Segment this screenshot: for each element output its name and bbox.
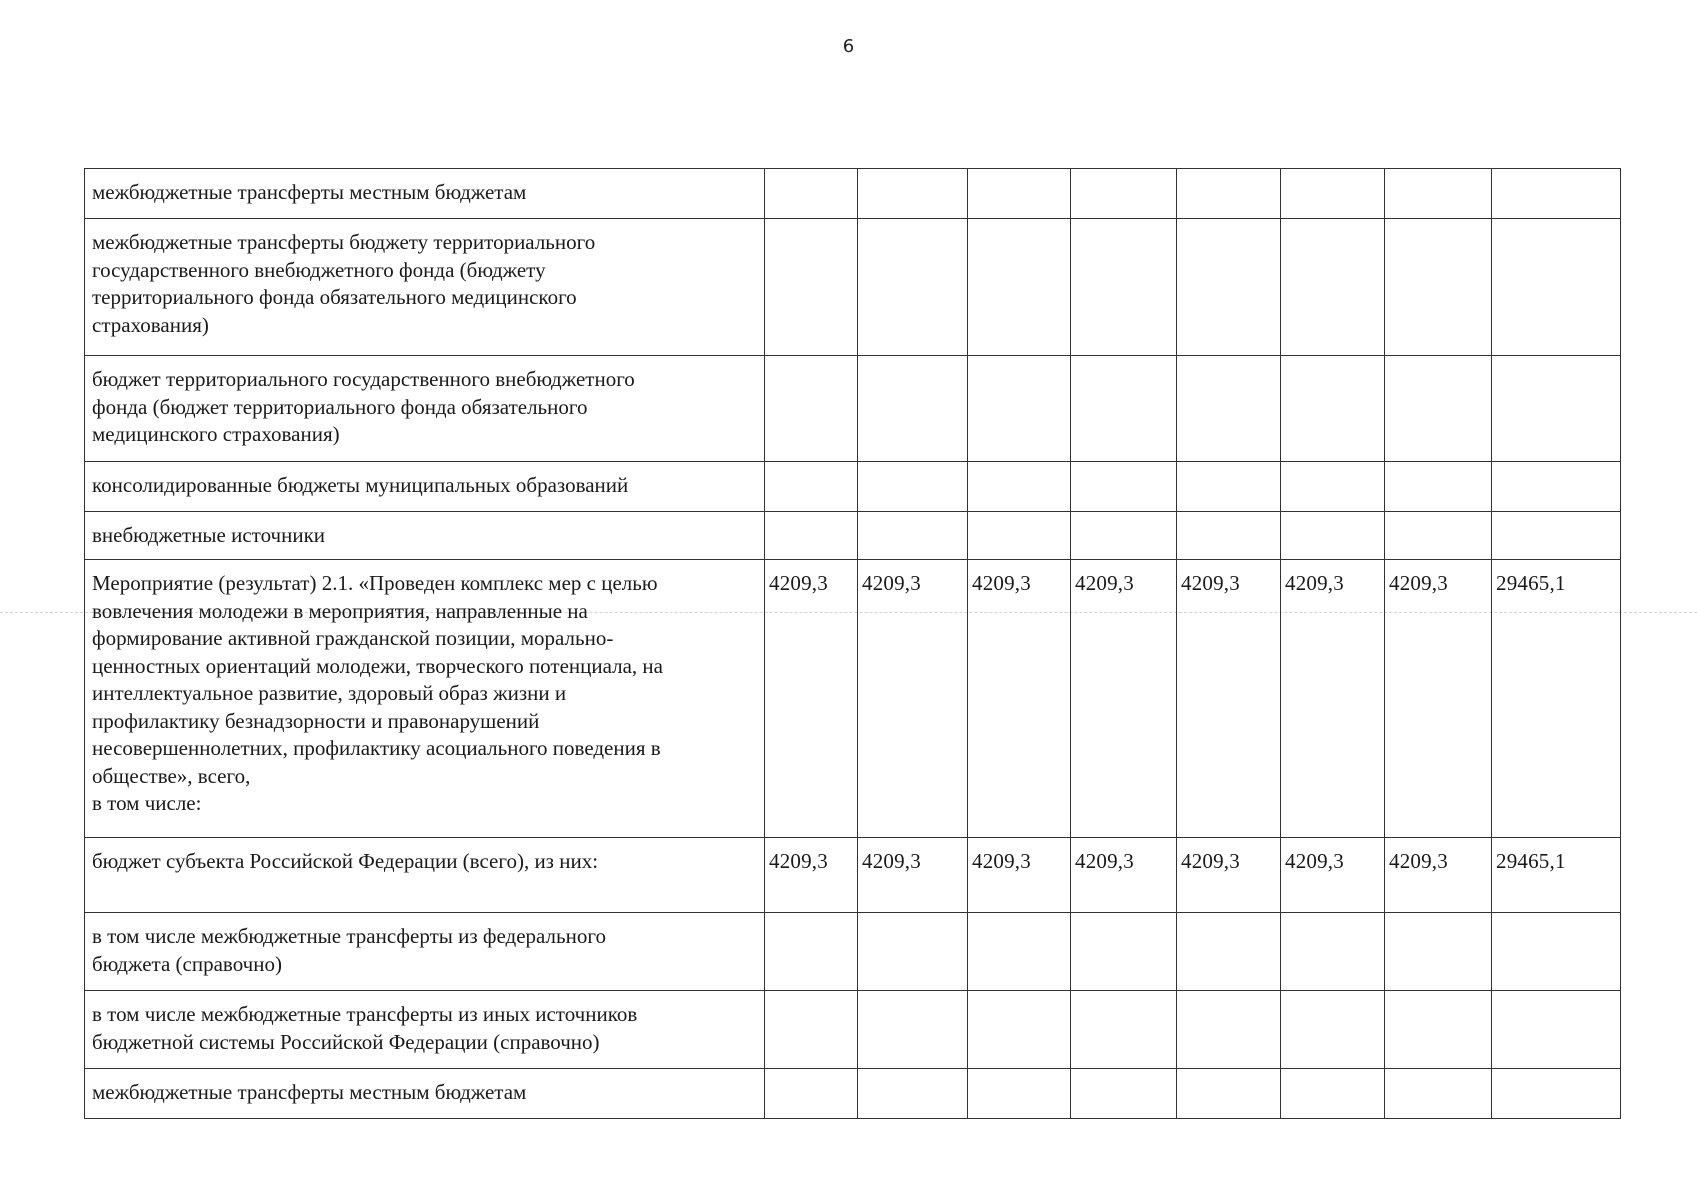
- total-value-cell: 29465,1: [1492, 560, 1621, 838]
- total-value-cell: [1492, 512, 1621, 560]
- value-cell: [1385, 462, 1492, 512]
- value-cell: [765, 512, 858, 560]
- value-cell: [1071, 1069, 1177, 1119]
- row-label: в том числе межбюджетные трансферты из иных источников бюджетной системы Российской Федерации (справочно): [92, 1002, 638, 1054]
- row-label-cell: [85, 1069, 765, 1119]
- table-row: [85, 560, 1621, 838]
- value-cell: [1177, 512, 1281, 560]
- value-cell: [1071, 913, 1177, 991]
- row-label: консолидированные бюджеты муниципальных образований: [92, 473, 629, 497]
- row-label-cell: [85, 169, 765, 219]
- value-cell: [858, 356, 968, 462]
- value-cell: 4209,3: [968, 560, 1071, 838]
- value-cell: 4209,3: [765, 838, 858, 913]
- value-cell: [1071, 462, 1177, 512]
- value-cell: [1281, 913, 1385, 991]
- value-cell: [1385, 1069, 1492, 1119]
- value-cell: [968, 1069, 1071, 1119]
- value-cell: [858, 512, 968, 560]
- value-cell: [858, 913, 968, 991]
- table-row: [85, 1069, 1621, 1119]
- value-cell: [858, 462, 968, 512]
- row-label-cell: [85, 913, 765, 991]
- value-cell: 4209,3: [1385, 560, 1492, 838]
- row-label: внебюджетные источники: [92, 523, 326, 547]
- row-label-cell: [85, 560, 765, 838]
- total-value-cell: [1492, 991, 1621, 1069]
- table-row: [85, 462, 1621, 512]
- value-cell: [1281, 991, 1385, 1069]
- table-row: [85, 838, 1621, 913]
- table-row: [85, 169, 1621, 219]
- value-cell: 4209,3: [1281, 560, 1385, 838]
- row-label-cell: [85, 838, 765, 913]
- value-cell: 4209,3: [1071, 838, 1177, 913]
- value-cell: [1071, 169, 1177, 219]
- row-label: Мероприятие (результат) 2.1. «Проведен комплекс мер с целью вовлечения молодежи в мероприятия, направленные на формирование активной гражданской позиции, морально- ценностных ориентаций молодежи, творческого потенциала, на интеллектуальное развитие, здоровый образ жизни и профилактику безнадзорности и правонарушений несовершеннолетних, профилактику асоциального поведения в обществе», всего, в том числе:: [92, 571, 663, 815]
- value-cell: [968, 219, 1071, 356]
- row-label: бюджет территориального государственного внебюджетного фонда (бюджет территориального фонда обязательного медицинского страхования): [92, 367, 635, 446]
- value-cell: [765, 219, 858, 356]
- total-value-cell: [1492, 356, 1621, 462]
- table-row: [85, 219, 1621, 356]
- row-label-cell: [85, 991, 765, 1069]
- value-cell: 4209,3: [858, 838, 968, 913]
- value-cell: [1385, 991, 1492, 1069]
- row-label-cell: [85, 356, 765, 462]
- value-cell: [1281, 356, 1385, 462]
- row-label-cell: [85, 512, 765, 560]
- value-cell: 4209,3: [1177, 838, 1281, 913]
- row-label: межбюджетные трансферты бюджету территориального государственного внебюджетного фонда (бюджету территориального фонда обязательного медицинского страхования): [92, 230, 596, 337]
- value-cell: [968, 913, 1071, 991]
- value-cell: [1177, 1069, 1281, 1119]
- table-row: [85, 913, 1621, 991]
- value-cell: 4209,3: [765, 560, 858, 838]
- value-cell: [1177, 219, 1281, 356]
- value-cell: 4209,3: [1281, 838, 1385, 913]
- value-cell: [1281, 1069, 1385, 1119]
- value-cell: [765, 356, 858, 462]
- value-cell: 4209,3: [968, 838, 1071, 913]
- total-value-cell: 29465,1: [1492, 838, 1621, 913]
- table-row: [85, 356, 1621, 462]
- total-value-cell: [1492, 462, 1621, 512]
- row-label: межбюджетные трансферты местным бюджетам: [92, 180, 527, 204]
- value-cell: [968, 512, 1071, 560]
- value-cell: [1281, 462, 1385, 512]
- value-cell: 4209,3: [1385, 838, 1492, 913]
- value-cell: [1177, 991, 1281, 1069]
- value-cell: [1385, 512, 1492, 560]
- table-row: [85, 512, 1621, 560]
- value-cell: [1385, 219, 1492, 356]
- value-cell: 4209,3: [1071, 560, 1177, 838]
- value-cell: [858, 991, 968, 1069]
- value-cell: [1071, 356, 1177, 462]
- total-value-cell: [1492, 913, 1621, 991]
- value-cell: [765, 913, 858, 991]
- row-label: бюджет субъекта Российской Федерации (всего), из них:: [92, 849, 599, 873]
- value-cell: [1071, 512, 1177, 560]
- value-cell: [765, 169, 858, 219]
- value-cell: [765, 462, 858, 512]
- row-label-cell: [85, 462, 765, 512]
- table-row: [85, 991, 1621, 1069]
- row-label-cell: [85, 219, 765, 356]
- value-cell: [1177, 356, 1281, 462]
- value-cell: [1177, 169, 1281, 219]
- value-cell: [968, 169, 1071, 219]
- value-cell: [1385, 913, 1492, 991]
- row-label: межбюджетные трансферты местным бюджетам: [92, 1080, 527, 1104]
- value-cell: [1177, 462, 1281, 512]
- table-body: [85, 169, 1621, 1119]
- value-cell: [1177, 913, 1281, 991]
- value-cell: [1281, 219, 1385, 356]
- value-cell: [1281, 169, 1385, 219]
- value-cell: [968, 991, 1071, 1069]
- value-cell: [858, 1069, 968, 1119]
- total-value-cell: [1492, 1069, 1621, 1119]
- value-cell: [1385, 356, 1492, 462]
- budget-table: [84, 168, 1621, 1119]
- value-cell: 4209,3: [858, 560, 968, 838]
- value-cell: [765, 1069, 858, 1119]
- row-label: в том числе межбюджетные трансферты из федерального бюджета (справочно): [92, 924, 606, 976]
- value-cell: [1071, 219, 1177, 356]
- value-cell: [1281, 512, 1385, 560]
- value-cell: [858, 219, 968, 356]
- total-value-cell: [1492, 219, 1621, 356]
- value-cell: 4209,3: [1177, 560, 1281, 838]
- value-cell: [858, 169, 968, 219]
- value-cell: [1071, 991, 1177, 1069]
- value-cell: [1385, 169, 1492, 219]
- value-cell: [968, 356, 1071, 462]
- value-cell: [968, 462, 1071, 512]
- total-value-cell: [1492, 169, 1621, 219]
- page-number: 6: [842, 36, 855, 57]
- value-cell: [765, 991, 858, 1069]
